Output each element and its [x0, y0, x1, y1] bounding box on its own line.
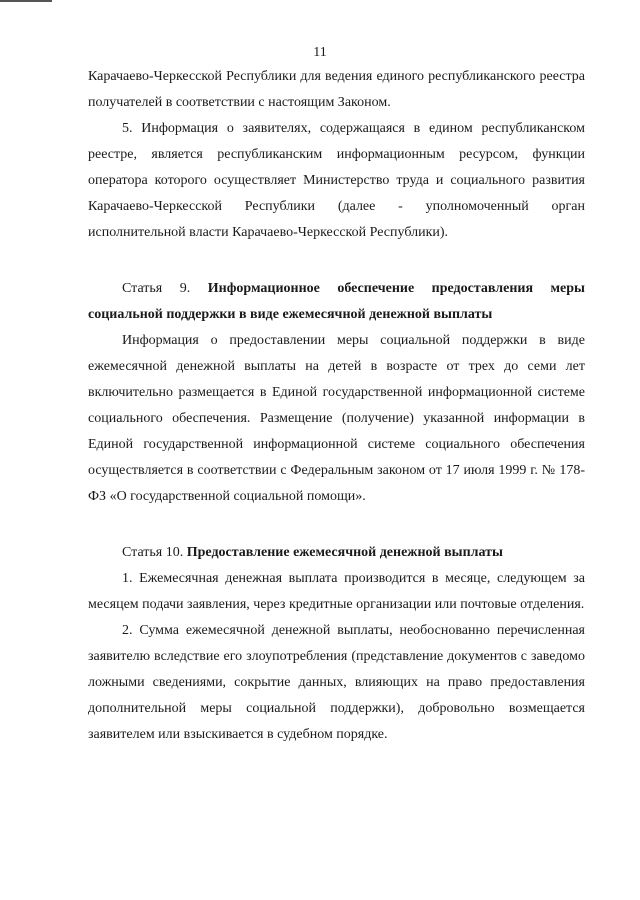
document-body: [88, 64, 585, 748]
paragraph-item-2: 2. Сумма ежемесячной денежной выплаты, необоснованно перечисленная заявителю вследствие его злоупотребления (представление документов с заведомо ложными сведениями, сокрытие данных, влияющих на право предоставления дополнительной меры социальной поддержки), добровольно возмещается заявителем или взыскивается в судебном порядке.: [88, 623, 585, 742]
paragraph-continuation: Карачаево-Черкесской Республики для ведения единого республиканского реестра получателей в соответствии с настоящим Законом.: [88, 69, 585, 110]
paragraph-item-5: 5. Информация о заявителях, содержащаяся в едином республиканском реестре, является республиканским информационным ресурсом, функции оператора которого осуществляет Министерство труда и социального развития Карачаево-Черкесской Республики (далее - уполномоченный орган исполнительной власти Карачаево-Черкесской Республики).: [88, 121, 585, 240]
article-9-title: Информационное обеспечение предоставления меры социальной поддержки в виде ежемесячной денежной выплаты: [88, 281, 585, 322]
article-10-heading: [88, 540, 585, 566]
paragraph-article-9-text: Информация о предоставлении меры социальной поддержки в виде ежемесячной денежной выплаты на детей в возрасте от трех до семи лет включительно размещается в Единой государственной информационной системе социального обеспечения. Размещение (получение) указанной информации в Единой государственной информационной системе социального обеспечения осуществляется в соответствии с Федеральным законом от 17 июля 1999 г. № 178-ФЗ «О государственной социальной помощи».: [88, 333, 585, 504]
article-9-label: Статья 9.: [122, 281, 191, 296]
paragraph-item-1: 1. Ежемесячная денежная выплата производится в месяце, следующем за месяцем подачи заявления, через кредитные организации или почтовые отделения.: [88, 571, 585, 612]
article-10-title: Предоставление ежемесячной денежной выплаты: [186, 545, 503, 560]
article-9-heading: [88, 276, 585, 328]
article-10-label: Статья 10.: [122, 545, 184, 560]
page-number: 11: [313, 45, 327, 60]
